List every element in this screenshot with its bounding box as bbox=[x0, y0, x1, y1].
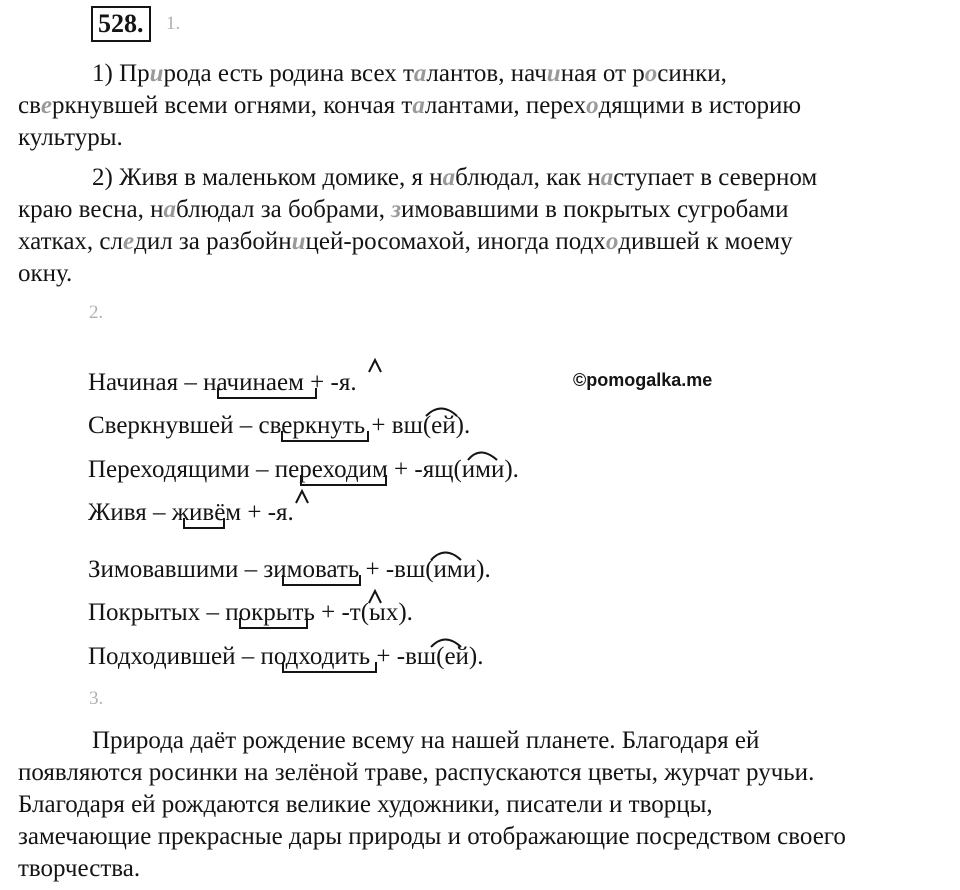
word-analysis-1: Начиная – начинаем + -я. bbox=[88, 369, 357, 396]
highlighted-letter: и bbox=[291, 228, 306, 255]
sentence-1 bbox=[18, 58, 938, 154]
highlighted-letter: е bbox=[122, 228, 135, 255]
word-analysis-2: Сверкнувшей – сверкнуть + вш(ей). bbox=[88, 412, 471, 439]
highlighted-letter: е bbox=[40, 92, 53, 119]
highlighted-letter: и bbox=[546, 60, 561, 87]
highlighted-letter: о bbox=[644, 60, 658, 87]
exercise-number: 528. bbox=[91, 6, 151, 42]
highlighted-letter: а bbox=[412, 92, 425, 119]
highlighted-letter: з bbox=[391, 196, 401, 223]
highlighted-letter: а bbox=[163, 196, 176, 223]
suffix-mark bbox=[296, 491, 308, 503]
watermark: ©pomogalka.me bbox=[573, 370, 713, 390]
highlighted-letter: о bbox=[586, 92, 599, 119]
highlighted-letter: о bbox=[605, 228, 619, 255]
word-analysis-5: Зимовавшими – зимовать + -вш(ими). bbox=[88, 556, 491, 583]
suffix-mark bbox=[369, 360, 381, 372]
highlighted-letter: а bbox=[600, 164, 614, 191]
section-2-label: 2. bbox=[89, 302, 104, 323]
sentence-1-text: 1) Природа есть родина всех талантов, начиная от росинки, сверкнувшей всеми огнями, кончая талантами, переходящими в историю культуры. bbox=[18, 60, 802, 151]
highlighted-letter: а bbox=[413, 60, 427, 87]
highlighted-letter: и bbox=[149, 60, 164, 87]
sentence-2-text: 2) Живя в маленьком домике, я наблюдал, как наступает в северном краю весна, наблюдал за бобрами, зимовавшими в покрытых сугробами хатках, следил за разбойницей-росомахой, иногда подходившей к моему окну. bbox=[18, 164, 818, 287]
highlighted-letter: а bbox=[442, 164, 456, 191]
paragraph-3 bbox=[18, 725, 948, 885]
section-3-label: 3. bbox=[89, 688, 104, 709]
word-analysis-7: Подходившей – подходить + -вш(ей). bbox=[88, 643, 484, 670]
word-analysis-6: Покрытых – покрыть + -т(ых). bbox=[88, 599, 413, 626]
word-analysis-4: Живя – живём + -я. bbox=[88, 499, 294, 526]
sentence-2 bbox=[18, 162, 938, 290]
section-1-label: 1. bbox=[166, 13, 181, 34]
paragraph-3-text: Природа даёт рождение всему на нашей планете. Благодаря ей появляются росинки на зелёной траве, распускаются цветы, журчат ручьи. Благодаря ей рождаются великие художники, писатели и творцы, замечающие прекрасные дары природы и отображающие посредством своего творчества. bbox=[18, 727, 846, 882]
word-analysis-3: Переходящими – переходим + -ящ(ими). bbox=[88, 456, 519, 483]
